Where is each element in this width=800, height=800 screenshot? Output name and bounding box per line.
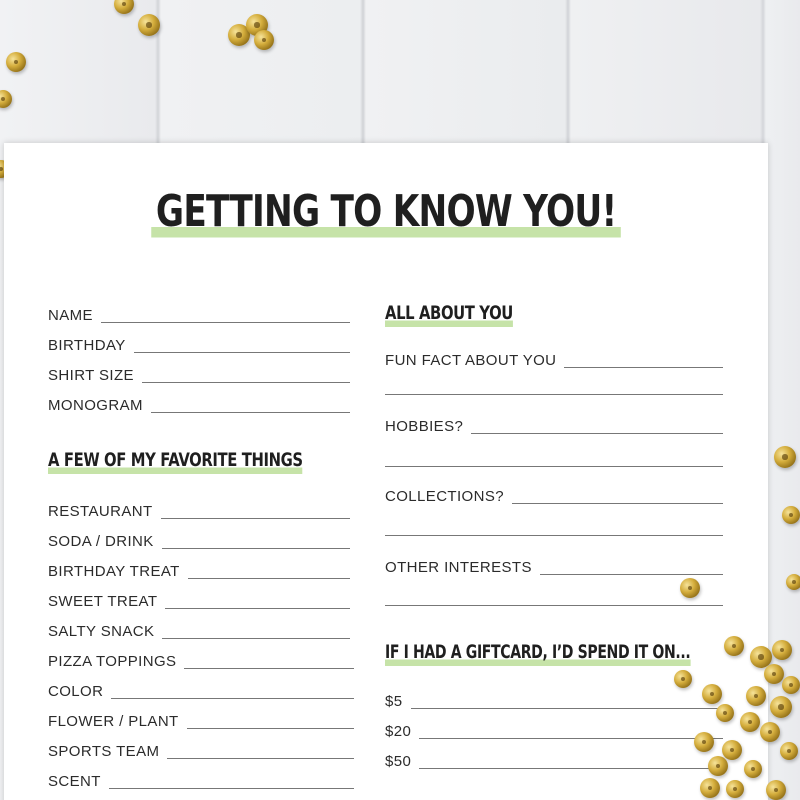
field-label: FLOWER / PLANT [48, 713, 179, 730]
gold-sequin-decoration [746, 686, 766, 706]
field-label: PIZZA TOPPINGS [48, 653, 177, 670]
answer-line[interactable] [540, 574, 723, 575]
giftcard-heading: IF I HAD A GIFTCARD, I’D SPEND IT ON... [385, 641, 690, 667]
field-sweet-treat [48, 589, 350, 611]
questionnaire-sheet [4, 143, 768, 800]
field-collections [385, 484, 723, 506]
gold-sequin-decoration [716, 704, 734, 722]
field-label: $50 [385, 753, 412, 770]
gold-sequin-decoration [724, 636, 744, 656]
field-50-dollars [385, 749, 723, 771]
answer-line-continued[interactable] [385, 535, 723, 536]
field-label: SHIRT SIZE [48, 367, 134, 384]
gold-sequin-decoration [770, 696, 792, 718]
answer-line[interactable] [142, 382, 350, 383]
gold-sequin-decoration [722, 740, 742, 760]
field-name [48, 303, 350, 325]
gold-sequin-decoration [774, 446, 796, 468]
favorites-heading: A FEW OF MY FAVORITE THINGS [48, 449, 303, 475]
gold-sequin-decoration [254, 30, 274, 50]
gold-sequin-decoration [760, 722, 780, 742]
field-label: BIRTHDAY TREAT [48, 563, 180, 580]
answer-line-continued[interactable] [385, 605, 723, 606]
field-label: SALTY SNACK [48, 623, 155, 640]
gold-sequin-decoration [764, 664, 784, 684]
answer-line[interactable] [167, 758, 354, 759]
answer-line[interactable] [564, 367, 723, 368]
answer-line[interactable] [111, 698, 354, 699]
page-title [4, 183, 768, 241]
field-label: $20 [385, 723, 412, 740]
gold-sequin-decoration [674, 670, 692, 688]
field-pizza-toppings [48, 649, 354, 671]
answer-line[interactable] [419, 768, 723, 769]
field-color [48, 679, 354, 701]
gold-sequin-decoration [780, 742, 798, 760]
field-hobbies [385, 414, 723, 436]
answer-line[interactable] [162, 638, 350, 639]
answer-line[interactable] [101, 322, 350, 323]
gold-sequin-decoration [726, 780, 744, 798]
field-label: SWEET TREAT [48, 593, 158, 610]
answer-line-continued[interactable] [385, 394, 723, 395]
field-scent [48, 769, 354, 791]
answer-line[interactable] [161, 518, 350, 519]
field-other-interests [385, 555, 723, 577]
field-label: COLOR [48, 683, 104, 700]
field-sports-team [48, 739, 354, 761]
field-restaurant [48, 499, 350, 521]
field-birthday [48, 333, 350, 355]
field-label: SPORTS TEAM [48, 743, 160, 760]
field-label: BIRTHDAY [48, 337, 126, 354]
field-label: HOBBIES? [385, 418, 464, 435]
gold-sequin-decoration [6, 52, 26, 72]
gold-sequin-decoration [766, 780, 786, 800]
field-label: SCENT [48, 773, 101, 790]
gold-sequin-decoration [702, 684, 722, 704]
answer-line[interactable] [109, 788, 354, 789]
answer-line[interactable] [187, 728, 354, 729]
field-label: OTHER INTERESTS [385, 559, 532, 576]
answer-line[interactable] [134, 352, 350, 353]
field-20-dollars [385, 719, 723, 741]
answer-line[interactable] [471, 433, 723, 434]
field-label: NAME [48, 307, 93, 324]
answer-line[interactable] [165, 608, 350, 609]
field-label: MONOGRAM [48, 397, 143, 414]
gold-sequin-decoration [786, 574, 800, 590]
title-text: GETTING TO KNOW YOU! [151, 183, 621, 241]
field-birthday-treat [48, 559, 350, 581]
gold-sequin-decoration [680, 578, 700, 598]
answer-line-continued[interactable] [385, 466, 723, 467]
gold-sequin-decoration [744, 760, 762, 778]
gold-sequin-decoration [782, 676, 800, 694]
field-label: $5 [385, 693, 403, 710]
gold-sequin-decoration [782, 506, 800, 524]
gold-sequin-decoration [772, 640, 792, 660]
field-shirt-size [48, 363, 350, 385]
field-monogram [48, 393, 350, 415]
gold-sequin-decoration [700, 778, 720, 798]
gold-sequin-decoration [740, 712, 760, 732]
field-label: RESTAURANT [48, 503, 153, 520]
field-label: FUN FACT ABOUT YOU [385, 352, 557, 369]
field-5-dollars [385, 689, 723, 711]
answer-line[interactable] [411, 708, 724, 709]
answer-line[interactable] [162, 548, 350, 549]
field-salty-snack [48, 619, 350, 641]
answer-line[interactable] [188, 578, 350, 579]
answer-line[interactable] [512, 503, 723, 504]
answer-line[interactable] [419, 738, 723, 739]
field-label: COLLECTIONS? [385, 488, 504, 505]
answer-line[interactable] [184, 668, 354, 669]
gold-sequin-decoration [708, 756, 728, 776]
field-label: SODA / DRINK [48, 533, 154, 550]
field-soda-drink [48, 529, 350, 551]
field-fun-fact [385, 348, 723, 370]
answer-line[interactable] [151, 412, 350, 413]
gold-sequin-decoration [694, 732, 714, 752]
about-heading: ALL ABOUT YOU [385, 302, 513, 328]
gold-sequin-decoration [138, 14, 160, 36]
field-flower-plant [48, 709, 354, 731]
